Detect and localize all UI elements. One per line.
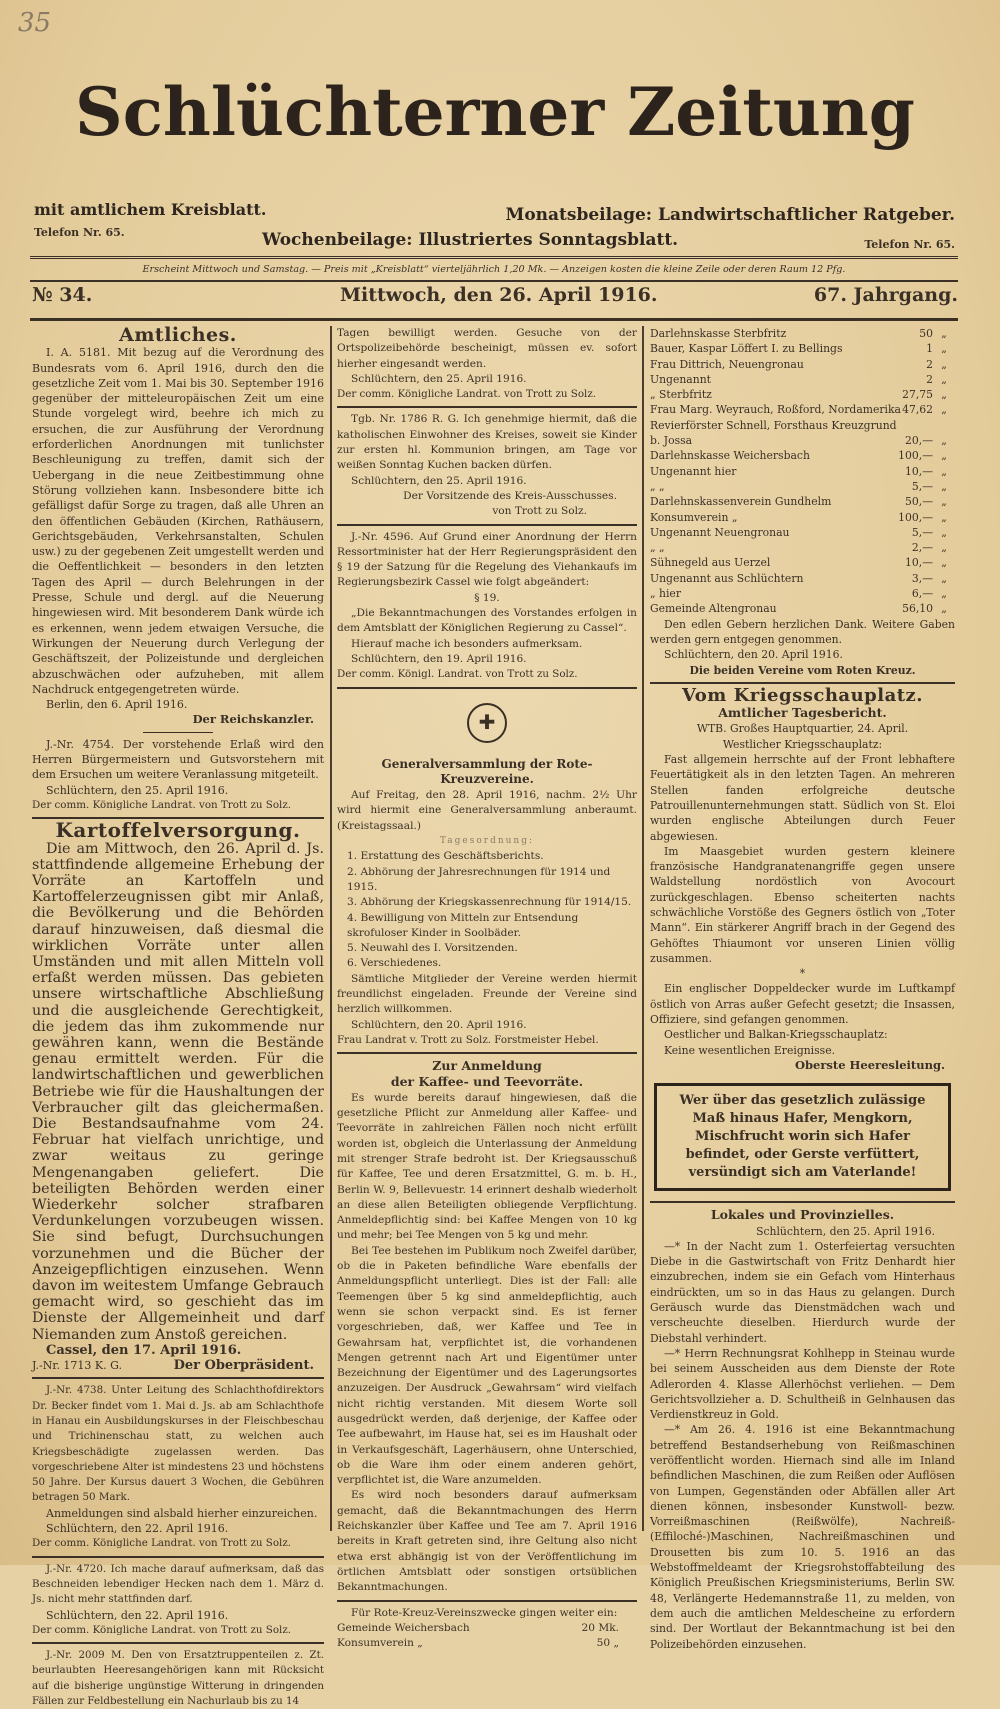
donor-name: Ungenannt Neuengronau xyxy=(650,525,790,539)
agenda-item: 2. Abhörung der Jahresrechnungen für 1914 und 1915. xyxy=(347,865,611,893)
signature: Der comm. Königliche Landrat. von Trott zu Solz. xyxy=(337,388,597,401)
donation-amount: 20 Mk. xyxy=(581,1621,619,1634)
divider xyxy=(650,682,955,684)
donation-amount: 1 xyxy=(926,342,933,356)
article-text: Sämtliche Mitglieder der Vereine werden hiermit freundlichst eingeladen. Freunde der Vereine sind herzlich willkommen. xyxy=(337,972,637,1016)
dateline: Schlüchtern, den 20. April 1916. xyxy=(351,1018,527,1031)
donor-name: Frau Marg. Weyrauch, Roßford, Nordamerika xyxy=(650,403,901,417)
donor-name: Gemeinde Altengronau xyxy=(650,602,777,616)
handwritten-page-number: 35 xyxy=(18,8,52,38)
ditto-mark: „ xyxy=(941,388,947,402)
donation-row xyxy=(650,387,955,402)
donation-amount: 10,— xyxy=(905,464,933,478)
divider xyxy=(337,1600,637,1602)
article-text: J.-Nr. 4596. Auf Grund einer Anordnung der Herrn Ressortminister hat der Herr Regierungspräsident den § 19 der Satzung für die Regelung des Viehankaufs im Regierungsbezirk Cassel wie folgt abgeändert: xyxy=(337,530,637,589)
article-text: —* Am 26. 4. 1916 ist eine Bekanntmachung betreffend Bestandserhebung von Reißmaschinen veröffentlicht worden. Hiernach sind alle im Inland befindlichen Maschinen, die zum Reißen oder Auflösen von Lumpen, Gegenständen oder Abfällen aller Art dienen können, insbesonder Kunstwoll- bezw. Vorreißmaschinen (Reißwölfe), Nachreiß-(Effiloché-)Maschinen, Nachreißmaschinen und Drousetten bis zum 10. 5. 1916 an das Webstoffmeldeamt der Kriegsrohstoffabteilung des Königlich Preußischen Kriegsministeriums, Berlin SW. 48, Verlängerte Hedemannstraße 11, zu melden, von dem auch die amtlichen Meldescheine zu erfordern sind. Der Wortlaut der Bekanntmachung ist bei den Polizeibehörden einzusehen. xyxy=(650,1423,955,1651)
dateline: Schlüchtern, den 25. April 1916. xyxy=(351,372,527,385)
donation-amount: 50 „ xyxy=(596,1637,619,1650)
article-text: J.-Nr. 4738. Unter Leitung des Schlachthofdirektors Dr. Becker findet vom 1. Mai d. Js. ab am Schlachthofe in Hanau ein Ausbildungskurses in der Fleischbeschau und Trichinenschau statt, zu welchen auch Kriegsbeschädigte zugelassen werden. Das vorgeschriebene Alter ist mindestens 23 und höchstens 50 Jahre. Der Kursus dauert 3 Wochen, die Gebühren betragen 50 Mark. xyxy=(32,1384,324,1504)
donation-row xyxy=(650,494,955,509)
header-rule xyxy=(30,318,958,321)
donor-name: Konsumverein „ xyxy=(650,510,738,524)
ditto-mark: „ xyxy=(941,587,947,601)
article-text: J.-Nr. 2009 M. Den von Ersatztruppenteilen z. Zt. beurlaubten Heeresangehörigen kann mit Rücksicht auf die bisherige ungünstige Witterung in dringenden Fällen zur Feldbestellung ein Nachurlaub bis zu 14 xyxy=(32,1649,324,1708)
article-text: Tagen bewilligt werden. Gesuche von der Ortspolizeibehörde bescheinigt, müssen ev. sofort hierher eingesandt werden. xyxy=(337,327,637,370)
donation-row xyxy=(650,402,955,417)
note: Hierauf mache ich besonders aufmerksam. xyxy=(351,637,583,650)
paragraph-number: § 19. xyxy=(474,591,500,604)
ditto-mark: „ xyxy=(941,464,947,478)
signature: Frau Landrat v. Trott zu Solz. Forstmeister Hebel. xyxy=(337,1033,599,1046)
article-text: Es wurde bereits darauf hingewiesen, daß die gesetzliche Pflicht zur Anmeldung aller Kaffee- und Teevorräte in zahlreichen Fällen noch nicht erfüllt worden ist, obgleich die Unterlassung der Anmeldung mit strenger Strafe bedroht ist. Der Kriegsausschuß für Kaffee, Tee und deren Ersatzmittel, G. m. b. H., Berlin W. 9, Bellevuestr. 14 erinnert deshalb wiederholt an diese allen Beteiligten obliegende Verpflichtung. Anmeldepflichtig sind: bei Kaffee Mengen von 10 kg und mehr; bei Tee Mengen von 5 kg und mehr. xyxy=(337,1091,637,1242)
donation-row xyxy=(650,326,955,341)
divider xyxy=(337,524,637,526)
dateline: Schlüchtern, den 19. April 1916. xyxy=(351,652,527,665)
donation-row xyxy=(650,510,955,525)
divider xyxy=(337,406,637,408)
donor-name: Darlehnskasse Sterbfritz xyxy=(650,327,787,340)
headquarters-line: WTB. Großes Hauptquartier, 24. April. xyxy=(696,722,909,736)
ditto-mark: „ xyxy=(941,602,947,616)
agenda-list xyxy=(337,849,637,971)
donation-row xyxy=(650,357,955,372)
ditto-mark: „ xyxy=(941,449,947,463)
donor-name: Revierförster Schnell, Forsthaus Kreuzgrund b. Jossa xyxy=(650,418,897,448)
donor-name: „ Sterbfritz xyxy=(650,388,712,402)
heading-amtliches: Amtliches. xyxy=(119,324,237,346)
notice-box: Wer über das gesetzlich zulässige Maß hinaus Hafer, Mengkorn, Mischfrucht worin sich Hafer befindet, oder Gerste verfüttert, versündigt sich am Vaterlande! xyxy=(654,1083,951,1191)
donation-amount: 2 xyxy=(926,357,933,371)
donation-row xyxy=(650,571,955,586)
donation-amount: 47,62 xyxy=(902,403,933,417)
heading-kartoffelversorgung: Kartoffelversorgung. xyxy=(55,818,301,843)
dateline: Schlüchtern, den 25. April 1916. xyxy=(46,783,229,797)
thanks-text: Den edlen Gebern herzlichen Dank. Weitere Gaben werden gern entgegen genommen. xyxy=(650,617,955,646)
ditto-mark: „ xyxy=(941,541,947,555)
dateline: Schlüchtern, den 22. April 1916. xyxy=(46,1522,229,1536)
divider xyxy=(337,1052,637,1054)
ditto-mark: „ xyxy=(941,327,947,340)
divider xyxy=(650,1201,955,1203)
ditto-mark: „ xyxy=(941,434,947,448)
article-text: J.-Nr. 4720. Ich mache darauf aufmerksam, daß das Beschneiden lebendiger Hecken nach dem 1. März d. Js. nicht mehr stattfinden darf. xyxy=(32,1562,324,1606)
signature: Der Reichskanzler. xyxy=(192,712,314,727)
dateline: Schlüchtern, den 20. April 1916. xyxy=(664,648,843,662)
article-text: Keine wesentlichen Ereignisse. xyxy=(664,1043,836,1057)
donation-row xyxy=(650,586,955,601)
donation-amount: 6,— xyxy=(911,587,933,601)
donation-row xyxy=(650,601,955,616)
ditto-mark: „ xyxy=(941,403,947,417)
donation-row xyxy=(650,448,955,463)
donation-amount: 100,— xyxy=(898,510,933,524)
dateline: Berlin, den 6. April 1916. xyxy=(46,698,188,712)
column-right xyxy=(650,326,955,1652)
divider xyxy=(337,687,637,689)
donor-name: Ungenannt xyxy=(650,372,711,386)
ditto-mark: „ xyxy=(941,525,947,539)
heading-kriegsschauplatz: Vom Kriegsschauplatz. xyxy=(681,684,924,706)
heading-kaffee-sub: der Kaffee- und Teevorräte. xyxy=(390,1074,584,1090)
heading-lokales: Lokales und Provinzielles. xyxy=(710,1207,895,1223)
agenda-item: 5. Neuwahl des I. Vorsitzenden. xyxy=(347,942,518,955)
divider xyxy=(32,1377,324,1379)
donation-amount: 5,— xyxy=(911,479,933,493)
ditto-mark: „ xyxy=(941,571,947,585)
signature: Die beiden Vereine vom Roten Kreuz. xyxy=(689,663,916,677)
dateline: Schlüchtern, den 25. April 1916. xyxy=(756,1224,935,1238)
donor-name: Bauer, Kaspar Löffert I. zu Bellings xyxy=(650,342,843,356)
ditto-mark: „ xyxy=(941,510,947,524)
donation-amount: 20,— xyxy=(905,434,933,448)
donation-row xyxy=(337,1636,637,1651)
donation-amount: 100,— xyxy=(898,449,933,463)
donor-name: Darlehnskassenverein Gundhelm xyxy=(650,495,832,509)
column-divider xyxy=(330,326,332,1531)
issue-date: Mittwoch, den 26. April 1916. xyxy=(340,284,658,306)
red-cross-emblem-icon: ✚ xyxy=(467,703,507,743)
donation-row xyxy=(650,372,955,387)
article-text: Bei Tee bestehen im Publikum noch Zweifel darüber, ob die in Paketen befindliche Ware ebenfalls der Anmeldungspflicht unterliegt. Dies ist der Fall: alle Teemengen über 5 kg sind anmeldepflichtig, auch wenn sie schon verpackt sind. Es ist ferner vorgeschrieben, daß, wer Kaffee und Tee in Gewahrsam hat, verpflichtet ist, die vorhandenen Mengen getrennt nach Art und Eigentümer unter Bezeichnung der Eigentümer und des Lagerungsortes anzuzeigen. Der Ausdruck „Gewahrsam“ wird vielfach nicht richtig verstanden. Mit diesem Worte soll ausgedrückt werden, daß derjenige, der Kaffee oder Tee aufbewahrt, im Hause hat, sei es im Haushalt oder in Verkaufsgeschäft, Lagerhäusern, ohne Unterschied, ob die Ware ihm oder einem anderen gehört, verpflichtet ist, die Ware anzumelden. xyxy=(337,1244,637,1487)
article-text: Fast allgemein herrschte auf der Front lebhaftere Feuertätigkeit als in den letzten Tagen. An mehreren Stellen fanden erfolgreiche deutsche Patrouillenunternehmungen statt. Südlich von St. Eloi wurden englische Abteilungen durch Feuer abgewiesen. xyxy=(650,753,955,843)
subtitle-kreisblatt: mit amtlichem Kreisblatt. xyxy=(34,200,267,219)
article-text: Auf Freitag, den 28. April 1916, nachm. 2½ Uhr wird hiermit eine Generalversammlung anberaumt. (Kreistagssaal.) xyxy=(337,789,637,832)
agenda-item: 4. Bewilligung von Mitteln zur Entsendung skrofuloser Kinder in Soolbäder. xyxy=(347,911,579,939)
donation-amount: 56,10 xyxy=(902,602,933,616)
donor-name: Ungenannt hier xyxy=(650,464,737,478)
donation-amount: 2,— xyxy=(911,541,933,555)
signature: Der comm. Königl. Landrat. von Trott zu Solz. xyxy=(337,668,578,681)
donation-row xyxy=(650,555,955,570)
agenda-item: 1. Erstattung des Geschäftsberichts. xyxy=(347,850,544,863)
phone-left: Telefon Nr. 65. xyxy=(34,226,125,239)
divider xyxy=(143,732,213,733)
heading-generalversammlung: Generalversammlung der Rote-Kreuzvereine. xyxy=(381,756,593,786)
donation-amount: 5,— xyxy=(911,525,933,539)
signature: Der comm. Königliche Landrat. von Trott zu Solz. xyxy=(32,798,292,811)
donation-list xyxy=(650,326,955,617)
ditto-mark: „ xyxy=(941,342,947,356)
ditto-mark: „ xyxy=(941,495,947,509)
donation-amount: 2 xyxy=(926,372,933,386)
signature: Der comm. Königliche Landrat. von Trott zu Solz. xyxy=(32,1623,292,1636)
monthly-supplement: Monatsbeilage: Landwirtschaftlicher Ratgeber. xyxy=(505,205,955,225)
masthead-title: Schlüchterner Zeitung xyxy=(75,73,915,151)
subheading-west: Westlicher Kriegsschauplatz: xyxy=(722,737,883,751)
donations-intro: Für Rote-Kreuz-Vereinszwecke gingen weiter ein: xyxy=(351,1606,618,1619)
dateline: Cassel, den 17. April 1916. xyxy=(46,1342,242,1358)
column-left xyxy=(32,326,324,1709)
heading-tagesbericht: Amtlicher Tagesbericht. xyxy=(718,705,887,721)
donor-name: „ „ xyxy=(650,541,665,555)
donation-amount: 50,— xyxy=(905,495,933,509)
note: Anmeldungen sind alsbald hierher einzureichen. xyxy=(46,1506,318,1520)
ditto-mark: „ xyxy=(941,556,947,570)
article-text: Es wird noch besonders darauf aufmerksam gemacht, daß die Bekanntmachungen des Herrn Reichskanzler über Kaffee und Tee am 7. April 1916 bereits in Kraft getreten sind, ihre Geltung also nicht etwa erst abhängig ist von der Veröffentlichung im örtlichen Amtsblatt oder sonstigen ortsüblichen Bekanntmachungen. xyxy=(337,1489,637,1594)
article-text: J.-Nr. 4754. Der vorstehende Erlaß wird den Herren Bürgermeistern und Gutsvorstehern mit dem Ersuchen um weitere Veranlassung mitgeteilt. xyxy=(32,737,324,782)
donor-name: Ungenannt aus Schlüchtern xyxy=(650,571,804,585)
ditto-mark: „ xyxy=(941,479,947,493)
column-middle xyxy=(337,326,637,1651)
donor-name: Sühnegeld aus Uerzel xyxy=(650,556,771,570)
weekly-supplement: Wochenbeilage: Illustriertes Sonntagsblatt. xyxy=(262,230,679,250)
donation-row xyxy=(337,1621,637,1636)
reference-number: J.-Nr. 1713 K. G. xyxy=(32,1359,123,1373)
dateline: Schlüchtern, den 25. April 1916. xyxy=(351,474,527,487)
donor-name: Frau Dittrich, Neuengronau xyxy=(650,357,804,371)
publication-info-band: Erscheint Mittwoch und Samstag. — Preis mit „Kreisblatt“ vierteljährlich 1,20 Mk. — Anzeigen kosten die kleine Zeile oder deren Raum 12 Pfg. xyxy=(30,256,958,282)
agenda-item: 3. Abhörung der Kriegskassenrechnung für 1914/15. xyxy=(347,896,632,909)
subheading-east: Oestlicher und Balkan-Kriegsschauplatz: xyxy=(664,1028,888,1042)
ditto-mark: „ xyxy=(941,357,947,371)
donation-amount: 50 xyxy=(919,327,933,340)
dateline: Schlüchtern, den 22. April 1916. xyxy=(46,1608,229,1622)
donation-amount: 10,— xyxy=(905,556,933,570)
donation-row xyxy=(650,418,955,449)
donation-amount: 3,— xyxy=(911,571,933,585)
article-text: Tgb. Nr. 1786 R. G. Ich genehmige hiermit, daß die katholischen Einwohner des Kreises, soweit sie Kinder zur ersten hl. Kommunion bringen, am Tage vor weißen Sonntag Kuchen backen dürfen. xyxy=(337,413,637,472)
quote: „Die Bekanntmachungen des Vorstandes erfolgen in dem Amtsblatt der Königlichen Regierung zu Cassel“. xyxy=(337,607,637,635)
ditto-mark: „ xyxy=(941,372,947,386)
donation-row xyxy=(650,525,955,540)
article-text: —* In der Nacht zum 1. Osterfeiertag versuchten Diebe in die Gastwirtschaft von Fritz Denhardt hier einzubrechen, indem sie ein Gefach vom Hinterhaus eindrückten, um so in das Haus zu gelangen. Durch Geräusch wurde das Dienstmädchen wach und verscheuchte dieselben. Hierdurch wurde der Diebstahl verhindert. xyxy=(650,1239,955,1345)
donation-row xyxy=(650,464,955,479)
agenda-item: 6. Verschiedenes. xyxy=(347,957,442,970)
donor-name: Gemeinde Weichersbach xyxy=(337,1621,470,1634)
article-text: —* Herrn Rechnungsrat Kohlhepp in Steinau wurde bei seinem Ausscheiden aus dem Dienste der Rote Adlerorden 4. Klasse Allerhöchst verliehen. — Dem Gerichtsvollzieher a. D. Schultheiß in Gelnhausen das Verdienstkreuz in Gold. xyxy=(650,1346,955,1422)
article-text: I. A. 5181. Mit bezug auf die Verordnung des Bundesrats vom 6. April 1916, durch den die gesetzliche Zeit vom 1. Mai bis 30. September 1916 gegenüber der mitteleuropäischen Zeit um eine Stunde vorgelegt wird, beehre ich mich zu ersuchen, die zur Ausführung der Verordnung erforderlichen Anordnungen mit tunlichster Beschleunigung zu treffen, damit sich der Uebergang in die neue Zeitbestimmung ohne Störung vollziehen kann. Insbesondere bitte ich gefälligst dafür Sorge zu tragen, daß alle Uhren an den öffentlichen Gebäuden (Kirchen, Rathäusern, Gerichtsgebäuden, Verkehrsanstalten, Schulen usw.) zu der gegebenen Zeit umgestellt werden und die Oeffentlichkeit — besonders in den letzten Tagen des April — durch Belehrungen in der Presse, Schule und dergl. auf die Neuerung hingewiesen wird. Mit besonderem Dank würde ich es erkennen, wenn jedem etwaigen Versuche, die Wirkungen der Neuerung durch Verlegung der Geschäftszeit, der Polizeistunde und dergleichen abzuschwächen oder aufzuheben, mit allem Nachdruck entgegengetreten würde. xyxy=(32,346,324,696)
column-divider xyxy=(642,326,644,1531)
article-text: Ein englischer Doppeldecker wurde im Luftkampf östlich von Arras außer Gefecht gesetzt; die Insassen, Offiziere, sind gefangen genommen. xyxy=(650,982,955,1027)
donor-name: „ hier xyxy=(650,587,681,601)
donor-name: Konsumverein „ xyxy=(337,1637,423,1650)
agenda-label: Tagesordnung: xyxy=(439,836,535,847)
donor-name: Darlehnskasse Weichersbach xyxy=(650,449,810,463)
article-text: Im Maasgebiet wurden gestern kleinere französische Handgranatenangriffe gegen unsere Waldstellung nordöstlich von Avocourt zurückgeschlagen. Ebenso scheiterten nachts schwächliche Vorstöße des Gegners östlich von „Toter Mann“. Ein stärkerer Angriff brach in der Gegend des Gehöftes Thiaumont vor unseren Linien völlig zusammen. xyxy=(650,844,955,965)
divider xyxy=(32,1642,324,1644)
phone-right: Telefon Nr. 65. xyxy=(864,238,955,251)
divider xyxy=(32,1556,324,1558)
signature: Der Oberpräsident. xyxy=(173,1358,314,1374)
signature: Der Vorsitzende des Kreis-Ausschusses. xyxy=(403,489,617,502)
volume: 67. Jahrgang. xyxy=(813,284,958,306)
donation-amount: 27,75 xyxy=(902,388,933,402)
donation-row xyxy=(650,341,955,356)
signature: Der comm. Königliche Landrat. von Trott zu Solz. xyxy=(32,1537,292,1550)
donation-row xyxy=(650,479,955,494)
donor-name: „ „ xyxy=(650,479,665,493)
article-text: Die am Mittwoch, den 26. April d. Js. stattfindende allgemeine Erhebung der Vorräte an Kartoffeln und Kartoffelerzeugnissen gibt mir Anlaß, die Bevölkerung und die Behörden darauf hinzuweisen, daß diesmal die wirklichen Vorräte unter allen Umständen und mit allen Mitteln voll erfaßt werden müssen. Das gebieten unsere wirtschaftliche Abschließung und die ausgleichende Gerechtigkeit, die jedem das ihm zukommende nur gewähren kann, wenn die Bestände genau ermittelt werden. Für die landwirtschaftlichen und gewerblichen Betriebe wie für die Haushaltungen der Verbraucher gilt das gleichermaßen. Die Bestandsaufnahme vom 24. Februar hat vielfach unrichtige, und zwar weitaus zu geringe Mengenangaben geliefert. Die beteiligten Behörden werden einer Wiederkehr solcher strafbaren Verdunkelungen vorzubeugen wissen. Sie sind befugt, Durchsuchungen vorzunehmen und die Bücher der Anzeigepflichtigen einzusehen. Wenn davon im weitestem Umfange Gebrauch gemacht wird, so geschieht das im Dienste der Allgemeinheit und darf Niemanden zum Anstoß gereichen. xyxy=(32,840,324,1343)
separator-star: * xyxy=(799,967,806,981)
signature: Oberste Heeresleitung. xyxy=(794,1057,945,1072)
issue-number: № 34. xyxy=(32,284,93,306)
donation-row xyxy=(650,540,955,555)
signature: von Trott zu Solz. xyxy=(492,505,587,518)
heading-kaffee: Zur Anmeldung xyxy=(432,1058,542,1074)
